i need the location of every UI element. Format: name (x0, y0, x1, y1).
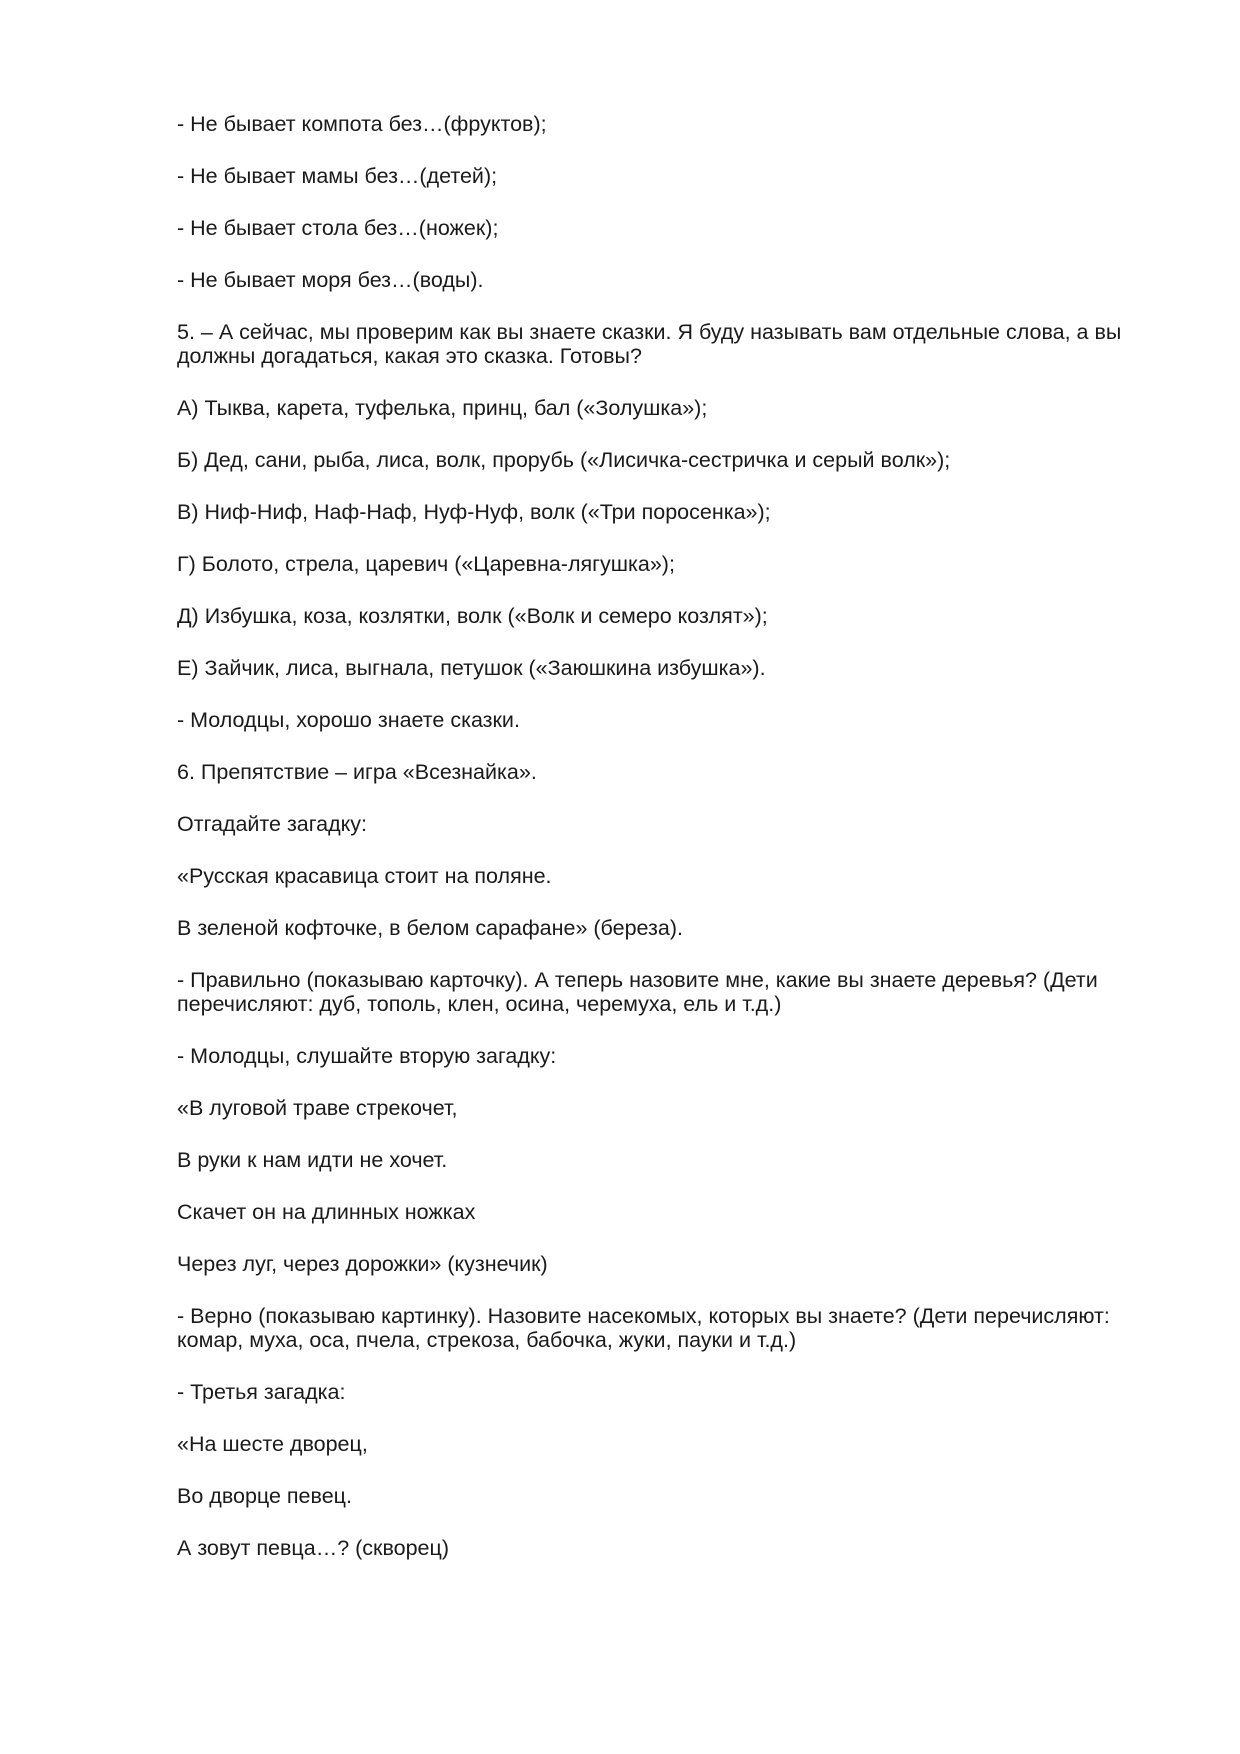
paragraph: - Верно (показываю картинку). Назовите насекомых, которых вы знаете? (Дети перечисляют: комар, муха, оса, пчела, стрекоза, бабочка, жуки, пауки и т.д.) (177, 1304, 1110, 1352)
paragraph: 5. – А сейчас, мы проверим как вы знаете сказки. Я буду называть вам отдельные слова, а вы должны догадаться, какая это сказка. Готовы? (177, 320, 1122, 368)
paragraph: «Русская красавица стоит на поляне. (177, 864, 552, 888)
paragraph: Д) Избушка, коза, козлятки, волк («Волк и семеро козлят»); (177, 604, 768, 628)
paragraph: - Правильно (показываю карточку). А теперь назовите мне, какие вы знаете деревья? (Дети перечисляют: дуб, тополь, клен, осина, черемуха, ель и т.д.) (177, 968, 1098, 1016)
paragraph: Через луг, через дорожки» (кузнечик) (177, 1252, 548, 1276)
paragraph: - Не бывает моря без…(воды). (177, 268, 484, 292)
paragraph: 6. Препятствие – игра «Всезнайка». (177, 760, 537, 784)
paragraph: - Третья загадка: (177, 1380, 346, 1404)
paragraph: «В луговой траве стрекочет, (177, 1096, 458, 1120)
paragraph: - Молодцы, хорошо знаете сказки. (177, 708, 520, 732)
paragraph: - Не бывает стола без…(ножек); (177, 216, 499, 240)
paragraph: Е) Зайчик, лиса, выгнала, петушок («Заюшкина избушка»). (177, 656, 766, 680)
paragraph: А) Тыква, карета, туфелька, принц, бал («Золушка»); (177, 396, 708, 420)
paragraph: В) Ниф-Ниф, Наф-Наф, Нуф-Нуф, волк («Три поросенка»); (177, 500, 771, 524)
document-body (177, 112, 1137, 1588)
paragraph: «На шесте дворец, (177, 1432, 368, 1456)
paragraph: Во дворце певец. (177, 1484, 352, 1508)
paragraph: - Не бывает компота без…(фруктов); (177, 112, 547, 136)
paragraph: В зеленой кофточке, в белом сарафане» (береза). (177, 916, 683, 940)
paragraph: Б) Дед, сани, рыба, лиса, волк, прорубь («Лисичка-сестричка и серый волк»); (177, 448, 951, 472)
paragraph: Скачет он на длинных ножках (177, 1200, 476, 1224)
paragraph: - Не бывает мамы без…(детей); (177, 164, 498, 188)
paragraph: - Молодцы, слушайте вторую загадку: (177, 1044, 557, 1068)
paragraph: В руки к нам идти не хочет. (177, 1148, 448, 1172)
paragraph: А зовут певца…? (скворец) (177, 1536, 449, 1560)
paragraph: Отгадайте загадку: (177, 812, 368, 836)
paragraph: Г) Болото, стрела, царевич («Царевна-лягушка»); (177, 552, 675, 576)
